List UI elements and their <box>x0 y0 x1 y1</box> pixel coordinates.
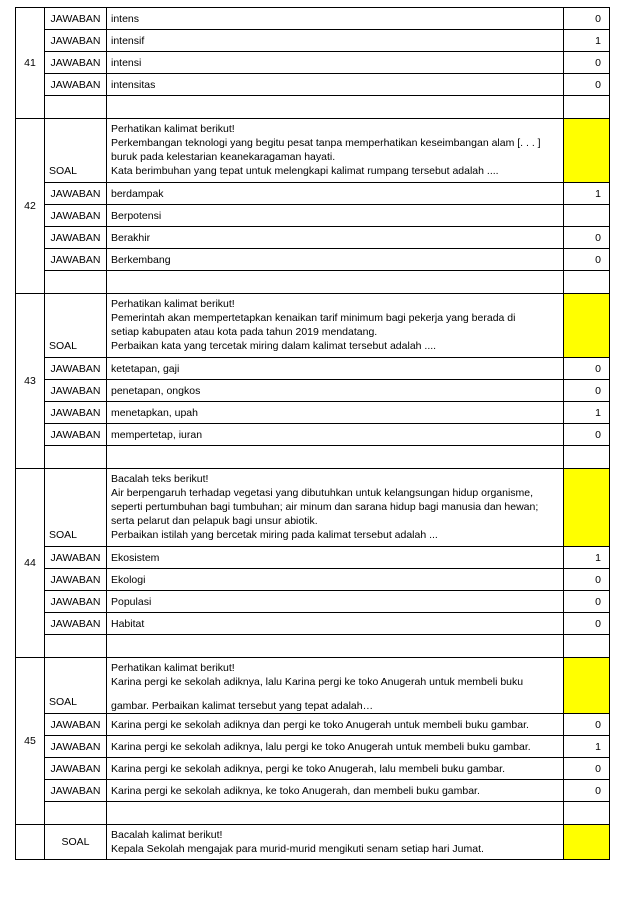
answer-text: Populasi <box>107 591 564 613</box>
answer-score: 1 <box>564 736 610 758</box>
question-line: Perhatikan kalimat berikut! <box>111 298 235 310</box>
highlight-cell <box>564 825 610 860</box>
table-row <box>16 74 610 96</box>
answer-label: JAWABAN <box>45 380 107 402</box>
empty-cell <box>564 271 610 294</box>
table-row <box>16 613 610 635</box>
table-row <box>16 736 610 758</box>
question-number-44: 44 <box>16 469 45 658</box>
question-number-41: 41 <box>16 8 45 119</box>
answer-label: JAWABAN <box>45 758 107 780</box>
table-row <box>16 183 610 205</box>
answer-text: Karina pergi ke sekolah adiknya dan pergi ke toko Anugerah untuk membeli buku gambar. <box>107 714 564 736</box>
question-line: serta pelarut dan pelapuk bagi unsur abiotik. <box>111 515 318 527</box>
spacer-row <box>16 446 610 469</box>
answer-label: JAWABAN <box>45 30 107 52</box>
answer-score: 1 <box>564 30 610 52</box>
answer-score: 0 <box>564 52 610 74</box>
answer-label: JAWABAN <box>45 780 107 802</box>
empty-cell <box>45 802 107 825</box>
answer-score: 0 <box>564 249 610 271</box>
question-line: Kepala Sekolah mengajak para murid-murid mengikuti senam setiap hari Jumat. <box>111 843 484 855</box>
answer-text: ketetapan, gaji <box>107 358 564 380</box>
question-line: Perhatikan kalimat berikut! <box>111 662 235 674</box>
highlight-cell <box>564 119 610 183</box>
empty-cell <box>564 446 610 469</box>
soal-label: SOAL <box>45 469 107 547</box>
question-row <box>16 658 610 714</box>
answer-score: 0 <box>564 8 610 30</box>
empty-cell <box>107 271 564 294</box>
answer-text: intensitas <box>107 74 564 96</box>
question-text <box>107 658 564 714</box>
table-row <box>16 714 610 736</box>
question-row <box>16 469 610 547</box>
table-row <box>16 8 610 30</box>
question-row <box>16 119 610 183</box>
answer-label: JAWABAN <box>45 714 107 736</box>
answer-score: 0 <box>564 780 610 802</box>
answer-label: JAWABAN <box>45 205 107 227</box>
answer-score: 1 <box>564 183 610 205</box>
spacer-row <box>16 635 610 658</box>
table-row <box>16 249 610 271</box>
answer-text: intensif <box>107 30 564 52</box>
question-number-43: 43 <box>16 294 45 469</box>
table-row <box>16 758 610 780</box>
question-line: Kata berimbuhan yang tepat untuk melengkapi kalimat rumpang tersebut adalah .... <box>111 165 499 177</box>
answer-text: intensi <box>107 52 564 74</box>
question-row <box>16 294 610 358</box>
empty-cell <box>564 96 610 119</box>
answer-score: 0 <box>564 758 610 780</box>
empty-cell <box>16 825 45 860</box>
question-line: Bacalah kalimat berikut! <box>111 829 223 841</box>
answer-text: Ekosistem <box>107 547 564 569</box>
answer-text: Ekologi <box>107 569 564 591</box>
answer-label: JAWABAN <box>45 424 107 446</box>
answer-score: 0 <box>564 714 610 736</box>
question-line: Perkembangan teknologi yang begitu pesat tanpa memperhatikan keseimbangan alam [. . . ] <box>111 137 541 149</box>
question-line: Perhatikan kalimat berikut! <box>111 123 235 135</box>
answer-score: 1 <box>564 547 610 569</box>
answer-text: menetapkan, upah <box>107 402 564 424</box>
question-line: Karina pergi ke sekolah adiknya, lalu Karina pergi ke toko Anugerah untuk membeli buku <box>111 676 524 688</box>
highlight-cell <box>564 469 610 547</box>
question-row <box>16 825 610 860</box>
empty-cell <box>107 96 564 119</box>
spacer-row <box>16 96 610 119</box>
answer-score: 0 <box>564 569 610 591</box>
answer-text: Berakhir <box>107 227 564 249</box>
empty-cell <box>107 802 564 825</box>
question-text <box>107 294 564 358</box>
answer-label: JAWABAN <box>45 227 107 249</box>
question-line: seperti pertumbuhan bagi tumbuhan; air minum dan sarana hidup bagi manusia dan hewan; <box>111 501 539 513</box>
answer-label: JAWABAN <box>45 402 107 424</box>
answer-text: Karina pergi ke sekolah adiknya, ke toko Anugerah, dan membeli buku gambar. <box>107 780 564 802</box>
table-row <box>16 380 610 402</box>
answer-score <box>564 205 610 227</box>
empty-cell <box>564 802 610 825</box>
answer-text: Berkembang <box>107 249 564 271</box>
question-line: buruk pada kelestarian keanekaragaman hayati. <box>111 151 336 163</box>
table-row <box>16 424 610 446</box>
answer-label: JAWABAN <box>45 613 107 635</box>
empty-cell <box>564 635 610 658</box>
question-line: Pemerintah akan mempertetapkan kenaikan tarif minimum bagi pekerja yang berada di <box>111 312 516 324</box>
empty-cell <box>45 635 107 658</box>
question-number-45: 45 <box>16 658 45 825</box>
question-text <box>107 825 564 860</box>
empty-cell <box>45 96 107 119</box>
answer-score: 0 <box>564 424 610 446</box>
answer-text: Habitat <box>107 613 564 635</box>
question-line: Air berpengaruh terhadap vegetasi yang dibutuhkan untuk kelangsungan hidup organisme, <box>111 487 534 499</box>
answer-text: penetapan, ongkos <box>107 380 564 402</box>
table-row <box>16 569 610 591</box>
question-table <box>15 7 610 860</box>
empty-cell <box>107 635 564 658</box>
highlight-cell <box>564 294 610 358</box>
empty-cell <box>45 446 107 469</box>
answer-text: berdampak <box>107 183 564 205</box>
table-row <box>16 358 610 380</box>
table-row <box>16 205 610 227</box>
answer-label: JAWABAN <box>45 358 107 380</box>
table-row <box>16 591 610 613</box>
answer-text: intens <box>107 8 564 30</box>
answer-label: JAWABAN <box>45 547 107 569</box>
empty-cell <box>45 271 107 294</box>
answer-label: JAWABAN <box>45 249 107 271</box>
question-line: Perbaikan kata yang tercetak miring dalam kalimat tersebut adalah .... <box>111 340 437 352</box>
table-row <box>16 227 610 249</box>
answer-text: Berpotensi <box>107 205 564 227</box>
question-line: gambar. Perbaikan kalimat tersebut yang tepat adalah… <box>111 700 374 712</box>
answer-label: JAWABAN <box>45 569 107 591</box>
answer-label: JAWABAN <box>45 183 107 205</box>
answer-score: 0 <box>564 358 610 380</box>
answer-text: Karina pergi ke sekolah adiknya, pergi ke toko Anugerah, lalu membeli buku gambar. <box>107 758 564 780</box>
soal-label: SOAL <box>45 825 107 860</box>
answer-label: JAWABAN <box>45 8 107 30</box>
spacer-row <box>16 271 610 294</box>
question-line: setiap kabupaten atau kota pada tahun 2019 mendatang. <box>111 326 378 338</box>
table-row <box>16 30 610 52</box>
answer-text: Karina pergi ke sekolah adiknya, lalu pergi ke toko Anugerah untuk membeli buku gambar. <box>107 736 564 758</box>
soal-label: SOAL <box>45 119 107 183</box>
answer-label: JAWABAN <box>45 736 107 758</box>
answer-score: 0 <box>564 591 610 613</box>
soal-label: SOAL <box>45 294 107 358</box>
question-line: Bacalah teks berikut! <box>111 473 209 485</box>
soal-label: SOAL <box>45 658 107 714</box>
table-row <box>16 52 610 74</box>
spacer-row <box>16 802 610 825</box>
highlight-cell <box>564 658 610 714</box>
table-row <box>16 780 610 802</box>
answer-label: JAWABAN <box>45 74 107 96</box>
table-row <box>16 402 610 424</box>
empty-cell <box>107 446 564 469</box>
question-line: Perbaikan istilah yang bercetak miring pada kalimat tersebut adalah ... <box>111 529 438 541</box>
table-row <box>16 547 610 569</box>
answer-label: JAWABAN <box>45 52 107 74</box>
answer-score: 0 <box>564 227 610 249</box>
question-number-42: 42 <box>16 119 45 294</box>
answer-score: 1 <box>564 402 610 424</box>
answer-text: mempertetap, iuran <box>107 424 564 446</box>
question-text <box>107 469 564 547</box>
question-text <box>107 119 564 183</box>
answer-score: 0 <box>564 613 610 635</box>
answer-score: 0 <box>564 380 610 402</box>
answer-score: 0 <box>564 74 610 96</box>
answer-label: JAWABAN <box>45 591 107 613</box>
